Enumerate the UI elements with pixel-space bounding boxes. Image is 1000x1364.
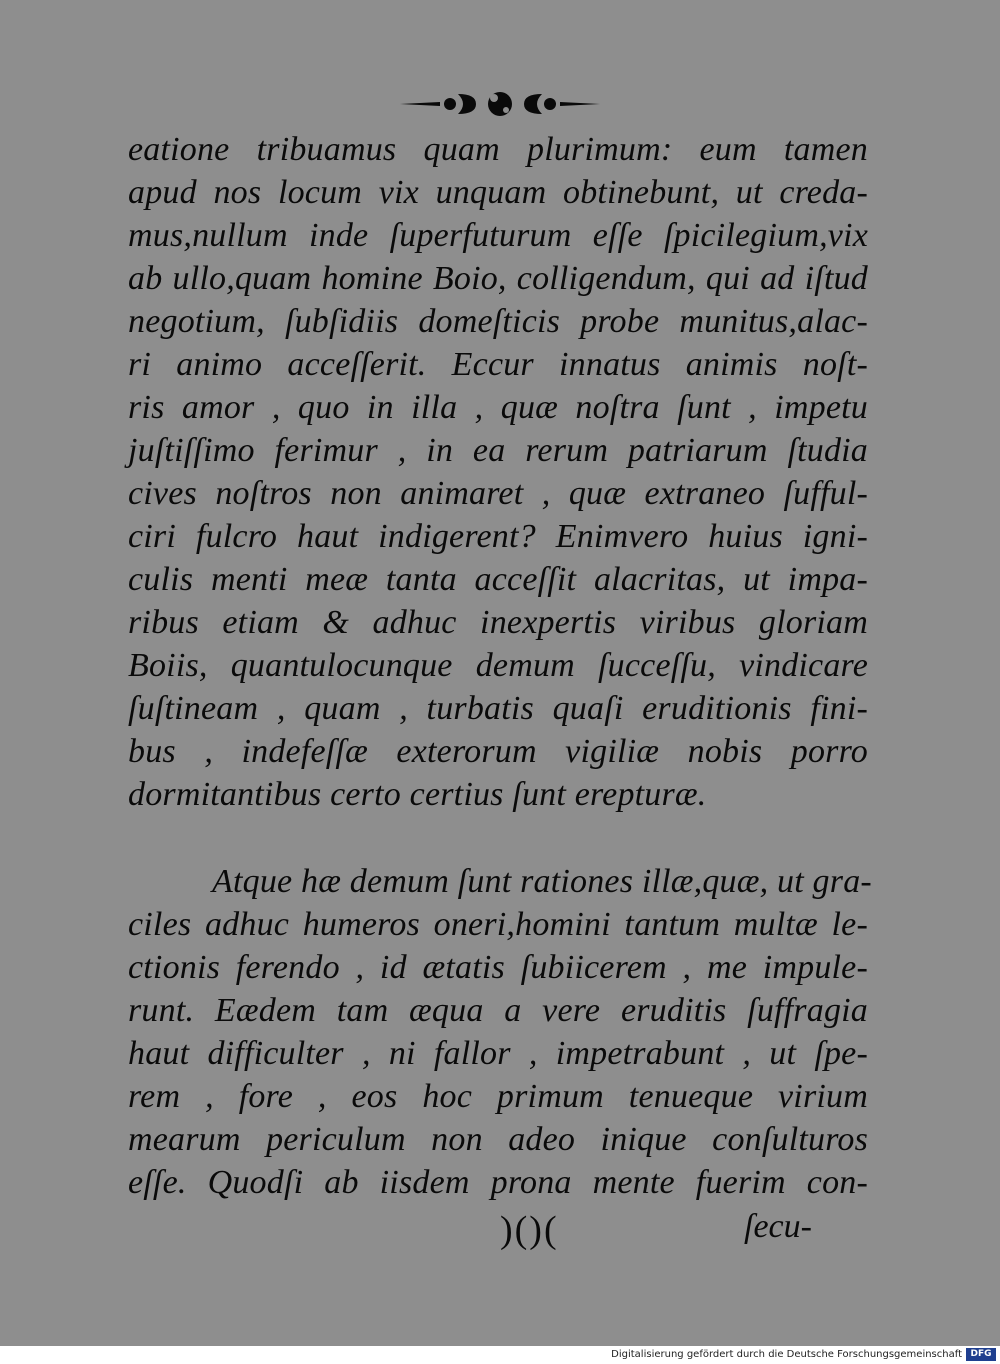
text-line: Boiis, quantulocunque demum ſucceſſu, vindicare xyxy=(128,647,868,684)
footer-credit: Digitalisierung gefördert durch die Deutsche Forschungsgemeinschaft xyxy=(611,1349,962,1360)
floral-ornament-icon xyxy=(380,84,620,124)
text-line: ſuſtineam , quam , turbatis quaſi eruditionis fini- xyxy=(128,690,868,727)
text-line: runt. Eædem tam æqua a vere eruditis ſuffragia xyxy=(128,992,868,1029)
text-line: ri animo acceſſerit. Eccur innatus animis noſt- xyxy=(128,346,868,383)
text-line: rem , fore , eos hoc primum tenueque virium xyxy=(128,1078,868,1115)
text-line: juſtiſſimo ferimur , in ea rerum patriarum ſtudia xyxy=(128,432,868,469)
text-line: ris amor , quo in illa , quæ noſtra ſunt , impetu xyxy=(128,389,868,426)
body-text xyxy=(128,128,872,1204)
paragraph-gap xyxy=(128,816,868,860)
text-line: eatione tribuamus quam plurimum: eum tamen xyxy=(128,131,868,168)
text-line: ctionis ferendo , id ætatis ſubiicerem , me impule- xyxy=(128,949,868,986)
text-line: haut difficulter , ni fallor , impetrabunt , ut ſpe- xyxy=(128,1035,868,1072)
signature-mark: )()( xyxy=(500,1209,559,1251)
text-line: ciles adhuc humeros oneri,homini tantum multæ le- xyxy=(128,906,868,943)
text-line: ab ullo,quam homine Boio, colligendum, qui ad iſtud xyxy=(128,260,868,297)
text-line: apud nos locum vix unquam obtinebunt, ut creda- xyxy=(128,174,868,211)
text-line: culis menti meæ tanta acceſſit alacritas, ut impa- xyxy=(128,561,868,598)
dfg-logo-icon: DFG xyxy=(966,1348,996,1361)
catchword: ſecu- xyxy=(744,1208,812,1245)
text-line: cives noſtros non animaret , quæ extraneo ſufful- xyxy=(128,475,868,512)
text-line: bus , indefeſſæ exterorum vigiliæ nobis porro xyxy=(128,733,868,770)
text-line: mearum periculum non adeo inique conſulturos xyxy=(128,1121,868,1158)
text-line: eſſe. Quodſi ab iisdem prona mente fuerim con- xyxy=(128,1164,868,1201)
text-line: ciri fulcro haut indigerent? Enimvero huius igni- xyxy=(128,518,868,555)
text-line: negotium, ſubſidiis domeſticis probe munitus,alac- xyxy=(128,303,868,340)
text-line: Atque hæ demum ſunt rationes illæ,quæ, ut gra- xyxy=(212,863,872,900)
text-line: ribus etiam & adhuc inexpertis viribus gloriam xyxy=(128,604,868,641)
text-line: dormitantibus certo certius ſunt erepturæ. xyxy=(128,776,707,813)
text-line: mus,nullum inde ſuperfuturum eſſe ſpicilegium,vix xyxy=(128,217,868,254)
